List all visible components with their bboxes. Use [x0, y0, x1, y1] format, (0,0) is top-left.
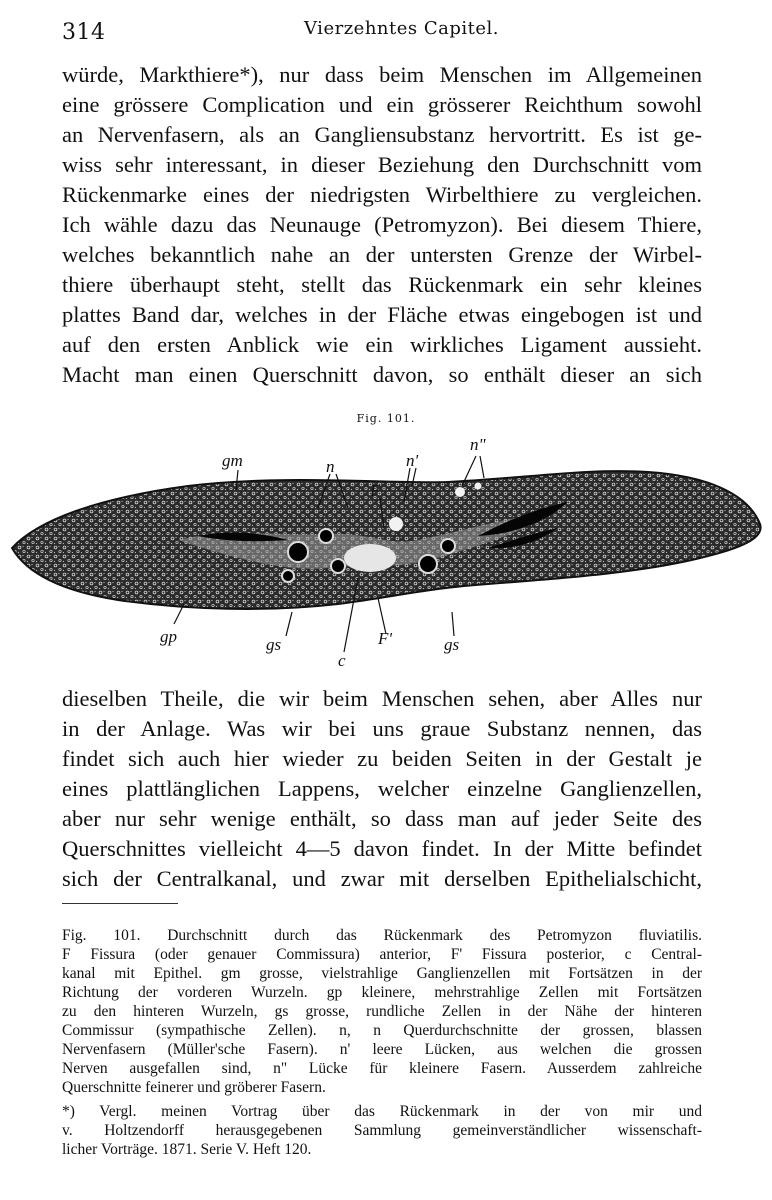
caption-line: Richtung der vorderen Wurzeln. gp kleinere, mehrstrahlige Zellen mit Fortsätzen	[62, 984, 702, 1001]
caption-line: kanal mit Epithel. gm grosse, vielstrahlige Ganglienzellen mit Fortsätzen in der	[62, 965, 702, 982]
caption-line: Querschnitte feinerer und gröberer Fasern.	[62, 1079, 326, 1096]
text-line: Rückenmarke eines der niedrigsten Wirbelthiere zu vergleichen.	[62, 182, 702, 207]
label-F-prime: F'	[378, 629, 393, 648]
mueller-fibre	[331, 559, 345, 573]
caption-line: Nerven ausgefallen sind, n" Lücke für kleinere Fasern. Ausserdem zahlreiche	[62, 1060, 702, 1077]
footnote-divider	[62, 903, 178, 904]
cord-outline	[12, 471, 761, 609]
label-n: n	[326, 457, 335, 476]
footnote-line: licher Vorträge. 1871. Serie V. Heft 120.	[62, 1141, 312, 1158]
label-n-double-prime: n"	[470, 435, 486, 454]
figure-101	[8, 428, 764, 676]
text-line: welches bekanntlich nahe an der untersten Grenze der Wirbel-	[62, 242, 702, 267]
paragraph-1	[62, 60, 702, 390]
empty-gap	[389, 517, 403, 531]
mueller-fibre	[288, 542, 308, 562]
page-number: 314	[62, 20, 106, 45]
text-line: thiere überhaupt steht, stellt das Rückenmark ein sehr kleines	[62, 272, 702, 297]
caption-line: Commissur (sympathische Zellen). n, n Querdurchschnitte der grossen, blassen	[62, 1022, 702, 1039]
text-line: Querschnittes vielleicht 4—5 davon findet. In der Mitte befindet	[62, 836, 702, 861]
footnote	[62, 1102, 702, 1159]
text-line: wiss sehr interessant, in dieser Beziehung den Durchschnitt vom	[62, 152, 702, 177]
text-line: sich der Centralkanal, und zwar mit derselben Epithelialschicht,	[62, 866, 702, 891]
text-line: in der Anlage. Was wir bei uns graue Substanz nennen, das	[62, 716, 702, 741]
footnote-line: *) Vergl. meinen Vortrag über das Rückenmark in der von mir und	[62, 1103, 702, 1120]
page-header	[62, 16, 710, 44]
central-canal	[344, 544, 396, 572]
footnote-line: v. Holtzendorff herausgegebenen Sammlung gemeinverständlicher wissenschaft-	[62, 1122, 702, 1139]
label-gm: gm	[222, 451, 243, 470]
text-line: eine grössere Complication und ein grösserer Reichthum sowohl	[62, 92, 702, 117]
running-head: Vierzehntes Capitel.	[304, 18, 500, 39]
label-F: F	[370, 481, 381, 500]
text-line: an Nervenfasern, als an Gangliensubstanz hervortritt. Es ist ge-	[62, 122, 702, 147]
label-c: c	[338, 651, 346, 670]
figure-label: Fig. 101.	[356, 412, 416, 425]
text-line: Ich wähle dazu das Neunauge (Petromyzon). Bei diesem Thiere,	[62, 212, 702, 237]
text-line: eines plattlänglichen Lappens, welcher einzelne Ganglienzellen,	[62, 776, 702, 801]
text-line: dieselben Theile, die wir beim Menschen sehen, aber Alles nur	[62, 686, 702, 711]
empty-gap	[475, 483, 482, 490]
caption-line: F Fissura (oder genauer Commissura) anterior, F' Fissura posterior, c Central-	[62, 946, 702, 963]
mueller-fibre	[441, 539, 455, 553]
caption-line: Nervenfasern (Müller'sche Fasern). n' leere Lücken, aus welchen die grossen	[62, 1041, 702, 1058]
text-line: auf den ersten Anblick wie ein wirkliches Ligament aussieht.	[62, 332, 702, 357]
spinal-cord-illustration	[8, 428, 764, 676]
empty-gap	[455, 487, 465, 497]
text-line: aber nur sehr wenige enthält, so dass man auf jeder Seite des	[62, 806, 702, 831]
text-line: Macht man einen Querschnitt davon, so enthält dieser an sich	[62, 362, 702, 387]
label-n-prime: n'	[406, 451, 419, 470]
caption-line: zu den hinteren Wurzeln, gs grosse, rundliche Zellen in der Nähe der hinteren	[62, 1003, 702, 1020]
text-line: findet sich auch hier wieder zu beiden Seiten in der Gestalt je	[62, 746, 702, 771]
paragraph-2	[62, 684, 702, 894]
mueller-fibre	[419, 555, 437, 573]
label-gp: gp	[160, 627, 177, 646]
mueller-fibre	[319, 529, 333, 543]
text-line: plattes Band dar, welches in der Fläche etwas eingebogen ist und	[62, 302, 702, 327]
caption-line: Fig. 101. Durchschnitt durch das Rückenmark des Petromyzon fluviatilis.	[62, 927, 702, 944]
mueller-fibre	[282, 570, 294, 582]
label-gs-left: gs	[266, 635, 282, 654]
label-gs-right: gs	[444, 635, 460, 654]
text-line: würde, Markthiere*), nur dass beim Menschen im Allgemeinen	[62, 62, 702, 87]
figure-caption	[62, 926, 702, 1097]
